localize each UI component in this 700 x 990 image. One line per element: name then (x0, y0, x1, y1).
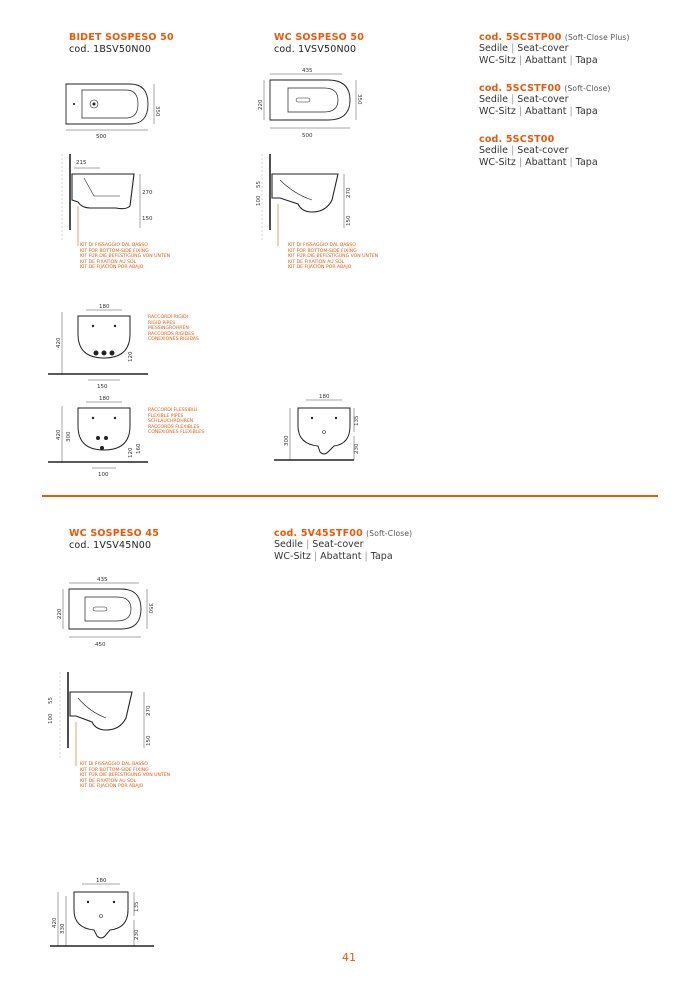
wc50-left-dim: 220 (258, 99, 264, 110)
seat-block-3: cod. 5SCST00 Sedile | Seat-cover WC-Sitz | Abattant | Tapa (479, 134, 598, 168)
bidet50-h420-dim: 420 (56, 337, 62, 348)
seat3-code: cod. 5SCST00 (479, 134, 555, 145)
wc45-left-dim: 220 (57, 608, 63, 619)
bidet50-back-dim: 215 (76, 160, 87, 166)
bidet50-width-dim: 500 (96, 134, 107, 140)
page-number: 41 (342, 951, 356, 964)
wc45-top-dim: 435 (97, 577, 108, 583)
wc45-floor-dim: 150 (146, 735, 152, 746)
wc45-fixing-note: KIT DI FISSAGGIO DAL BASSO KIT FOR BOTTOM-SIDE FIXING KIT FÜR DIE BEFESTIGUNG VON UNTEN KIT DE FIXATION AU SOL KIT DE FIJACIÓN POR ABAJO (80, 762, 171, 790)
bidet50-bottom-w-dim: 150 (97, 384, 108, 390)
wc50-front-view (274, 388, 364, 468)
bidet50-flex-h120-dim: 120 (128, 447, 134, 458)
seat-block-1: cod. 5SCSTP00 (Soft-Close Plus) Sedile | Seat-cover WC-Sitz | Abattant | Tapa (479, 32, 630, 66)
wc45-code: cod. 1VSV45N00 (69, 540, 152, 551)
wc50-h300-dim: 300 (284, 435, 290, 446)
wc45-title: WC SOSPESO 45 (69, 528, 160, 539)
section-divider (42, 495, 658, 497)
wc50-right-dim: 350 (356, 94, 362, 105)
wc50-floor-dim: 150 (346, 215, 352, 226)
wc45-h230-dim: 230 (134, 929, 140, 940)
seat45-code: cod. 5V45STF00 (274, 528, 363, 539)
wc50-height-dim: 270 (346, 187, 352, 198)
bidet50-depth-dim: 350 (154, 106, 160, 117)
wc45-height-dim: 270 (146, 705, 152, 716)
wc45-width-dim: 450 (95, 642, 106, 648)
bidet50-top-view (60, 78, 160, 148)
wc50-top-view (258, 66, 368, 146)
bidet50-fixing-note: KIT DI FISSAGGIO DAL BASSO KIT FOR BOTTOM-SIDE FIXING KIT FÜR DIE BEFESTIGUNG VON UNTEN KIT DE FIXATION AU SOL KIT DE FIJACIÓN POR ABAJO (80, 243, 171, 271)
seat2-code: cod. 5SCSTF00 (479, 83, 562, 94)
seat1-code: cod. 5SCSTP00 (479, 32, 562, 43)
wc50-fixing-note: KIT DI FISSAGGIO DAL BASSO KIT FOR BOTTOM-SIDE FIXING KIT FÜR DIE BEFESTIGUNG VON UNTEN KIT DE FIXATION AU SOL KIT DE FIJACIÓN POR ABAJO (288, 243, 379, 271)
wc50-title: WC SOSPESO 50 (274, 32, 365, 43)
bidet50-height-dim: 270 (142, 190, 153, 196)
wc50-h230-dim: 230 (354, 443, 360, 454)
bidet50-side-view (60, 150, 170, 250)
seat-block-2: cod. 5SCSTF00 (Soft-Close) Sedile | Seat-cover WC-Sitz | Abattant | Tapa (479, 83, 611, 117)
bidet50-flex-bottom-w-dim: 100 (98, 472, 109, 478)
wc45-front-view (50, 872, 160, 952)
wc50-h55-dim: 55 (256, 181, 262, 188)
bidet50-top-w-dim: 180 (99, 304, 110, 310)
bidet50-title: BIDET SOSPESO 50 (69, 32, 174, 43)
wc45-h55-dim: 55 (48, 697, 54, 704)
bidet50-code: cod. 1BSV50N00 (69, 44, 152, 55)
wc50-code: cod. 1VSV50N00 (274, 44, 357, 55)
seat1-note: (Soft-Close Plus) (564, 33, 630, 42)
wc45-h420-dim: 420 (52, 917, 58, 928)
wc50-side-view (254, 150, 364, 250)
bidet50-flex-note: RACCORDI FLESSIBILI FLEXIBLE PIPES SCHLAUCHROHREN RACCORDS FLEXIBLES CONEXIONES FLEXIBLES (148, 408, 205, 436)
wc45-h100-dim: 100 (48, 713, 54, 724)
seat45-block: cod. 5V45STF00 (Soft-Close) Sedile | Seat-cover WC-Sitz | Abattant | Tapa (274, 528, 413, 562)
wc50-h135-dim: 135 (354, 415, 360, 426)
wc45-right-dim: 350 (147, 603, 153, 614)
wc45-h330-dim: 330 (60, 923, 66, 934)
bidet50-floor-dim: 150 (142, 216, 153, 222)
wc50-width-dim: 500 (302, 133, 313, 139)
wc50-h100-dim: 100 (256, 195, 262, 206)
seat45-note: (Soft-Close) (366, 529, 413, 538)
bidet50-front-rigid (48, 300, 148, 390)
bidet50-flex-top-w-dim: 180 (99, 396, 110, 402)
bidet50-rigid-note: RACCORDI RIGIDI RIGID PIPES MESSINGROHREN RACCORDS RIGIDES CONEXIONES RIGIDAS (148, 315, 199, 343)
wc50-top-dim: 435 (302, 68, 313, 74)
wc45-h135-dim: 135 (134, 901, 140, 912)
wc45-top-view (55, 575, 165, 655)
wc45-side-view (44, 668, 164, 768)
bidet50-flex-h300-dim: 300 (66, 431, 72, 442)
bidet50-front-flex (48, 392, 148, 477)
bidet50-flex-h160-dim: 160 (136, 443, 142, 454)
bidet50-h120-dim: 120 (128, 351, 134, 362)
seat2-note: (Soft-Close) (564, 84, 611, 93)
bidet50-flex-h420-dim: 420 (56, 429, 62, 440)
wc50-top-w-dim: 180 (319, 394, 330, 400)
wc45-top-w-dim: 180 (96, 878, 107, 884)
